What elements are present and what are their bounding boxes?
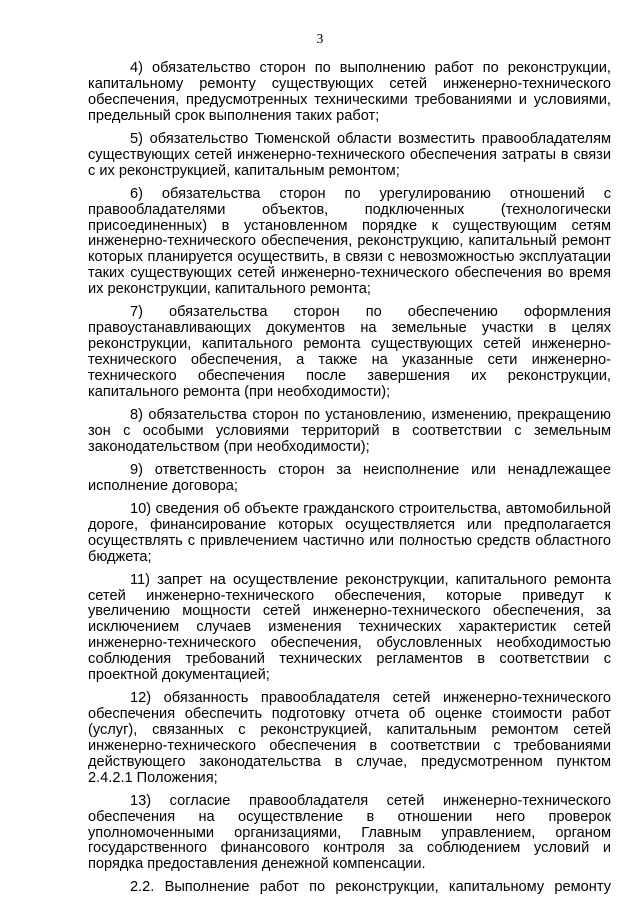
- paragraph-item-8: 8) обязательства сторон по установлению, изменению, прекращению зон с особыми условиями территорий в соответствии с земельным законодательством (при необходимости);: [88, 406, 611, 455]
- paragraph-item-11: 11) запрет на осуществление реконструкции, капитального ремонта сетей инженерно-технического обеспечения, которые приведут к увеличению мощности сетей инженерно-технического обеспечения, за исключением случаев изменения технических характеристик сетей инженерно-технического обеспечения, обусловленных необходимостью соблюдения требований технических регламентов в соответствии с проектной документацией;: [88, 571, 611, 684]
- paragraph-item-12: 12) обязанность правообладателя сетей инженерно-технического обеспечения обеспечить подготовку отчета об оценке стоимости работ (услуг), связанных с реконструкцией, капитальным ремонтом сетей инженерно-технического обеспечения в соответствии с требованиями действующего законодательства в случае, предусмотренном пунктом 2.4.2.1 Положения;: [88, 690, 611, 786]
- paragraph-item-13: 13) согласие правообладателя сетей инженерно-технического обеспечения на осуществление в отношении него проверок уполномоченными организациями, Главным управлением, органом государственного финансового контроля за соблюдением условий и порядка предоставления денежной компенсации.: [88, 792, 611, 873]
- page-number: 3: [316, 31, 324, 46]
- paragraph-item-9: 9) ответственность сторон за неисполнение или ненадлежащее исполнение договора;: [88, 461, 611, 494]
- paragraph-item-7: 7) обязательства сторон по обеспечению оформления правоустанавливающих документов на земельные участки в целях реконструкции, капитального ремонта существующих сетей инженерно-технического обеспечения, а также на указанные сети инженерно-технического обеспечения после завершения их реконструкции, капитального ремонта (при необходимости);: [88, 304, 611, 400]
- paragraph-item-10: 10) сведения об объекте гражданского строительства, автомобильной дороге, финансирование которых осуществляется или предполагается осуществлять с привлечением частично или полностью средств областного бюджета;: [88, 500, 611, 565]
- section-2-2-start: 2.2. Выполнение работ по реконструкции, капитальному ремонту: [130, 879, 611, 896]
- paragraph-item-4: 4) обязательство сторон по выполнению работ по реконструкции, капитальному ремонту существующих сетей инженерно-технического обеспечения, предусмотренных техническими требованиями и условиями, предельный срок выполнения таких работ;: [88, 60, 611, 124]
- paragraph-item-5: 5) обязательство Тюменской области возместить правообладателям существующих сетей инженерно-технического обеспечения затраты в связи с их реконструкцией, капитальным ремонтом;: [88, 130, 611, 179]
- document-body: [88, 61, 611, 904]
- paragraph-item-6: 6) обязательства сторон по урегулированию отношений с правообладателями объектов, подключенных (технологически присоединенных) в установленном порядке к существующим сетям инженерно-технического обеспечения, реконструкцию, капитальный ремонт которых планируется осуществить, в связи с невозможностью эксплуатации таких существующих сетей инженерно-технического обеспечения во время их реконструкции, капитального ремонта;: [88, 185, 611, 298]
